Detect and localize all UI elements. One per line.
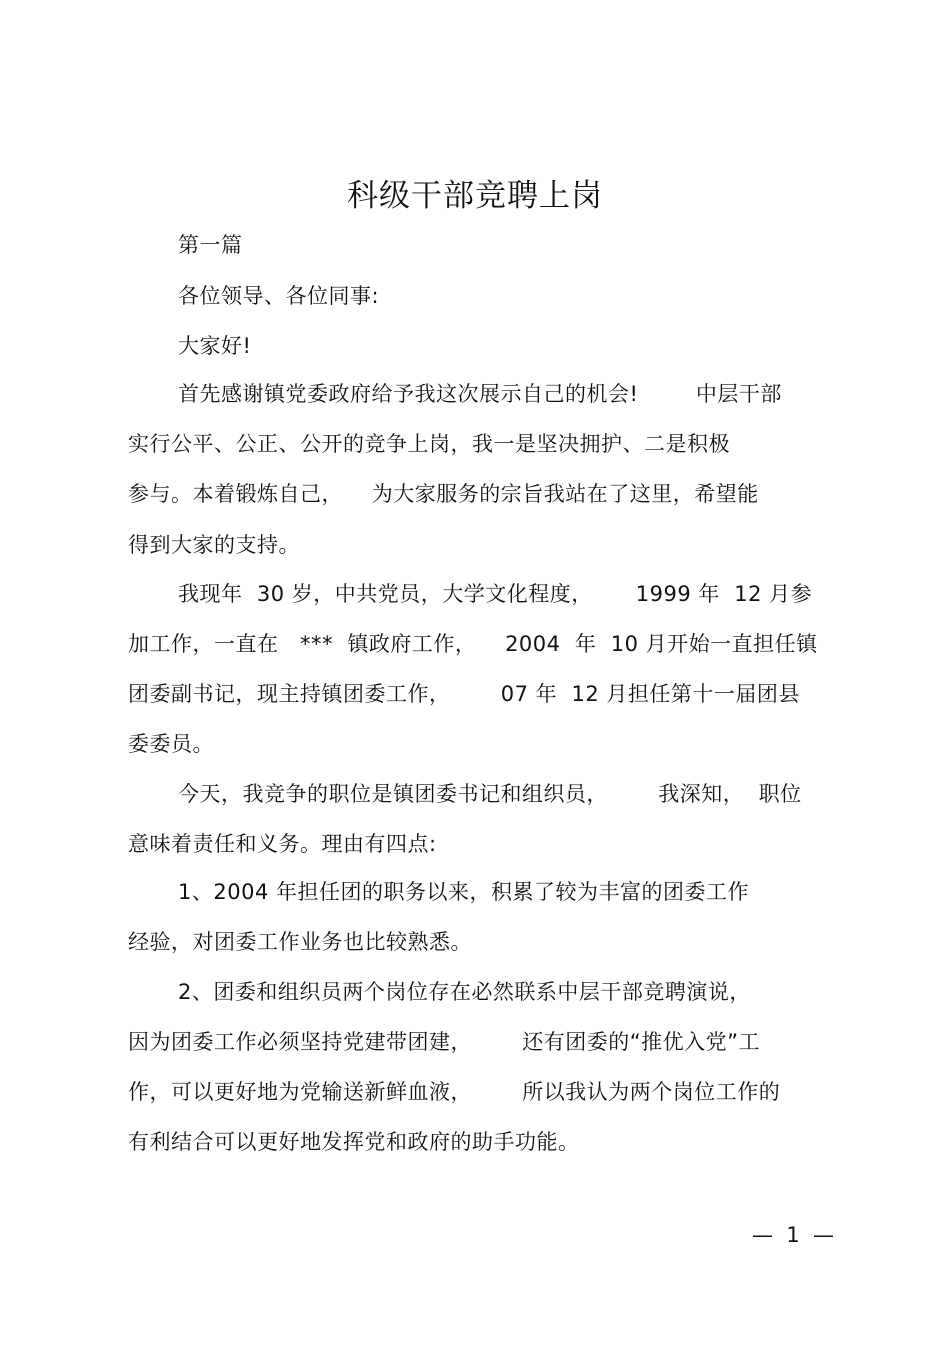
paragraph-line: 得到大家的支持。: [128, 533, 300, 557]
greeting: 大家好!: [178, 334, 252, 358]
list-item-line: 有利结合可以更好地发挥党和政府的助手功能。: [128, 1130, 580, 1154]
list-item-line: 作，可以更好地为党输送新鲜血液， 所以我认为两个岗位工作的: [128, 1080, 781, 1104]
paragraph-line: 委委员。: [128, 732, 214, 756]
paragraph-line: 实行公平、公正、公开的竞争上岗，我一是坚决拥护、二是积极: [128, 432, 730, 456]
list-item-line: 1、2004 年担任团的职务以来，积累了较为丰富的团委工作: [178, 880, 749, 904]
paragraph-line: 意味着责任和义务。理由有四点:: [128, 832, 437, 856]
section-heading: 第一篇: [178, 233, 243, 257]
document-title: 科级干部竞聘上岗: [347, 178, 603, 214]
paragraph-line: 今天，我竞争的职位是镇团委书记和组织员， 我深知， 职位: [178, 782, 802, 806]
list-item-line: 经验，对团委工作业务也比较熟悉。: [128, 930, 472, 954]
paragraph-line: 团委副书记，现主持镇团委工作， 07 年 12 月担任第十一届团县: [128, 682, 800, 706]
salutation: 各位领导、各位同事:: [178, 284, 380, 308]
paragraph-line: 我现年 30 岁，中共党员，大学文化程度， 1999 年 12 月参: [178, 582, 813, 606]
paragraph-line: 加工作，一直在 *** 镇政府工作， 2004 年 10 月开始一直担任镇: [128, 632, 818, 656]
list-item-line: 因为团委工作必须坚持党建带团建， 还有团委的“推优入党”工: [128, 1030, 760, 1054]
page-number: — 1 —: [752, 1223, 835, 1247]
paragraph-line: 首先感谢镇党委政府给予我这次展示自己的机会! 中层干部: [178, 382, 782, 406]
list-item-line: 2、团委和组织员两个岗位存在必然联系中层干部竞聘演说，: [178, 980, 751, 1004]
paragraph-line: 参与。本着锻炼自己， 为大家服务的宗旨我站在了这里，希望能: [128, 482, 759, 506]
